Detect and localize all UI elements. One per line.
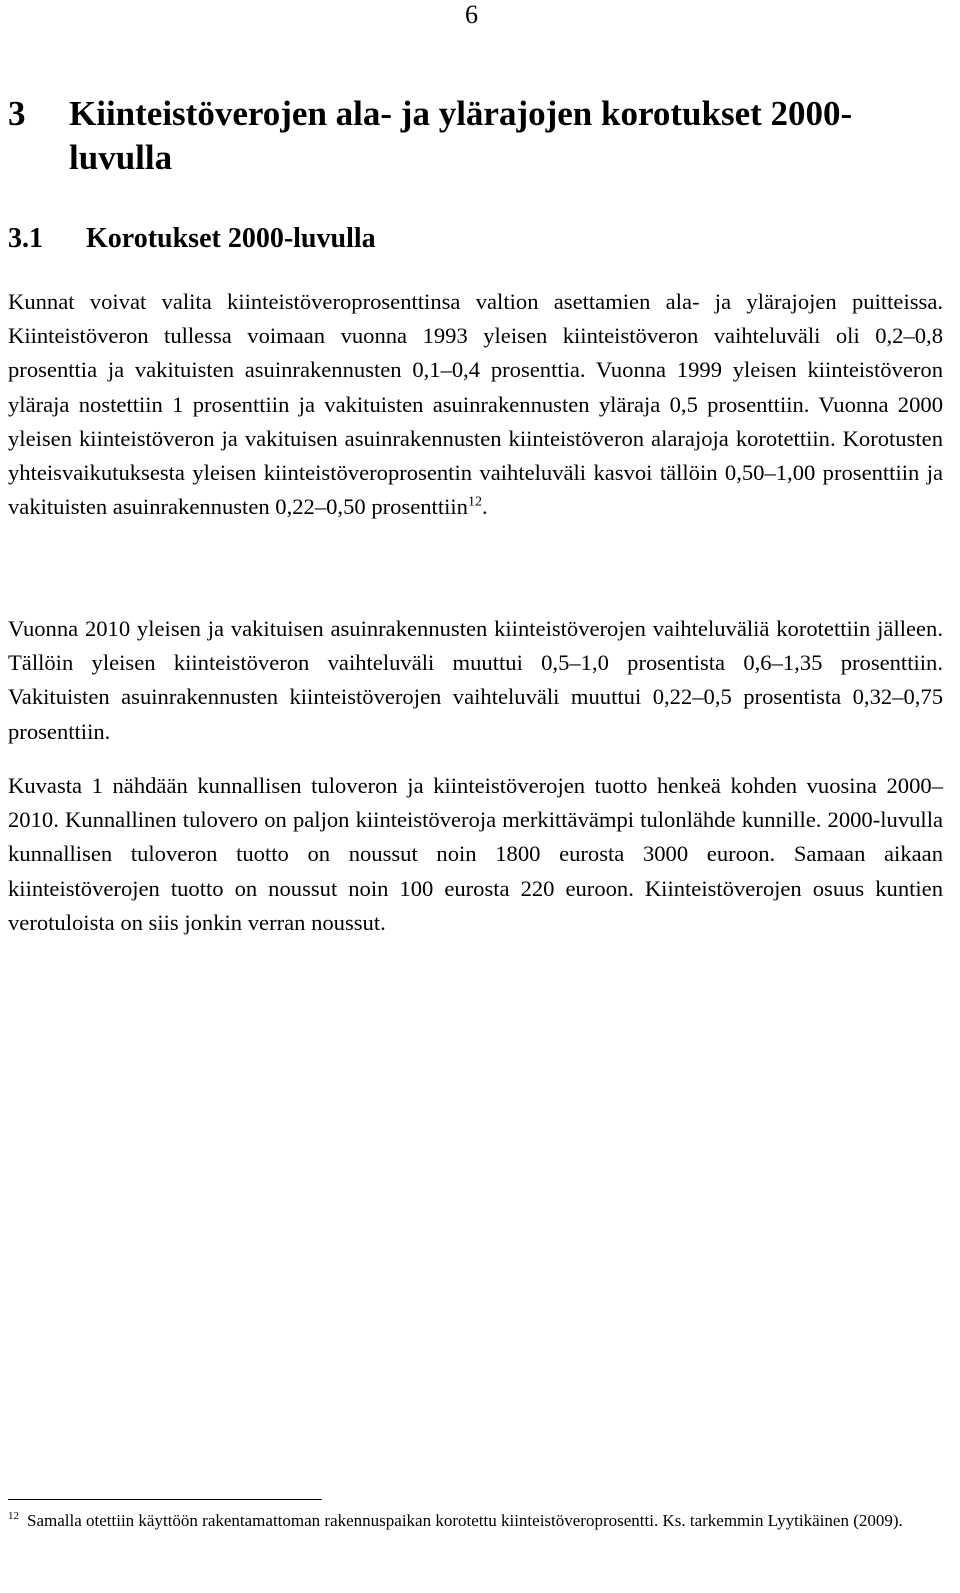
chapter-number: 3 [8,94,26,133]
footnote [8,1508,943,1534]
chapter-title: Kiinteistöverojen ala- ja ylärajojen korotukset 2000-luvulla [69,94,853,177]
section-number: 3.1 [8,223,43,254]
paragraph-1-text: Kunnat voivat valita kiinteistöveroprosenttinsa valtion asettamien ala- ja ylärajojen puitteissa. Kiinteistöveron tullessa voimaan vuonna 1993 yleisen kiinteistöveron vaihteluväli oli 0,2–0,8 prosenttia ja vakituisten asuinrakennusten 0,1–0,4 prosenttia. Vuonna 1999 yleisen kiinteistöveron yläraja nostettiin 1 prosenttiin ja vakituisten asuinrakennusten yläraja 0,5 prosenttiin. Vuonna 2000 yleisen kiinteistöveron ja vakituisen asuinrakennusten kiinteistöveron alarajoja korotettiin. Korotusten yhteisvaikutuksesta yleisen kiinteistöveroprosentin vaihteluväli kasvoi tällöin 0,50–1,00 prosenttiin ja vakituisten asuinrakennusten 0,22–0,50 prosenttiin [8,289,943,520]
section-title: Korotukset 2000-luvulla [86,223,376,254]
footnote-reference[interactable]: 12 [467,494,482,510]
paragraph-1-end: . [481,494,488,520]
page-number: 6 [465,0,478,29]
footnote-separator [8,1499,322,1500]
footnote-text: Samalla otettiin käyttöön rakentamattoman rakennuspaikan korotettu kiinteistöveroprosentti. Ks. tarkemmin Lyytikäinen (2009). [27,1511,903,1530]
paragraph-3: Kuvasta 1 nähdään kunnallisen tuloveron ja kiinteistöverojen tuotto henkeä kohden vuosina 2000–2010. Kunnallinen tulovero on paljon kiinteistöveroja merkittävämpi tulonlähde kunnille. 2000-luvulla kunnallisen tuloveron tuotto on noussut noin 1800 eurosta 3000 euroon. Samaan aikaan kiinteistöverojen tuotto on noussut noin 100 eurosta 220 euroon. Kiinteistöverojen osuus kuntien verotuloista on siis jonkin verran noussut. [8,773,943,935]
footnote-number: 12 [8,1510,19,1523]
paragraph-2: Vuonna 2010 yleisen ja vakituisen asuinrakennusten kiinteistöverojen vaihteluväliä korotettiin jälleen. Tällöin yleisen kiinteistöveron vaihteluväli muuttui 0,5–1,0 prosentista 0,6–1,35 prosenttiin. Vakituisten asuinrakennusten kiinteistöverojen vaihteluväli muuttui 0,22–0,5 prosentista 0,32–0,75 prosenttiin. [8,616,943,744]
paragraph-1 [8,285,943,524]
